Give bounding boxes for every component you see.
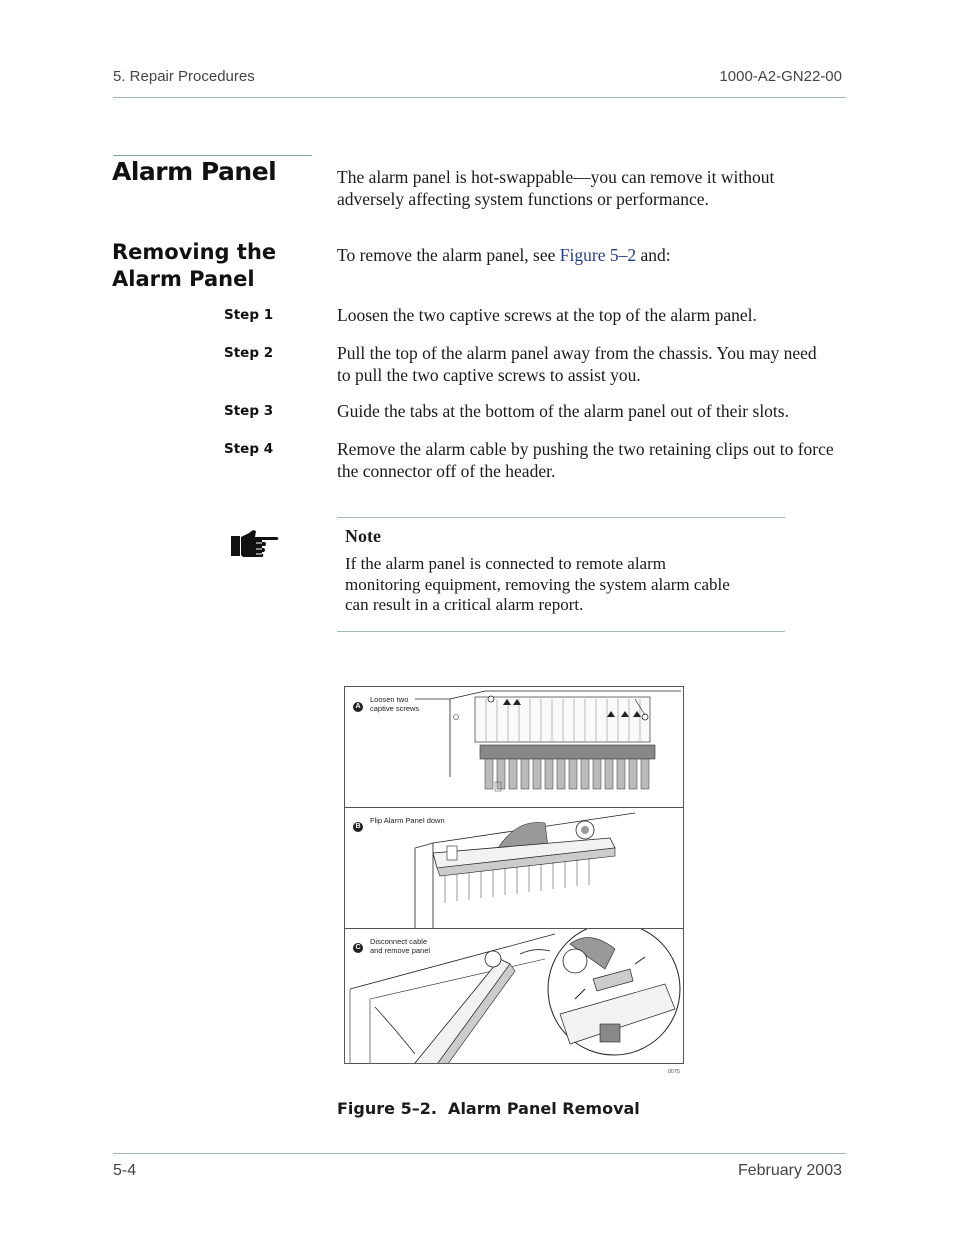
step-label: Step 1 — [224, 307, 274, 323]
note-bottom-rule — [337, 631, 785, 632]
chassis-illustration — [345, 687, 683, 807]
note-title: Note — [345, 526, 381, 546]
step-label: Step 2 — [224, 345, 274, 361]
flip-illustration — [345, 808, 683, 928]
step-text: Remove the alarm cable by pushing the two retaining clips out to force the connector off of the header. — [337, 439, 834, 481]
subsection-heading-line1: Removing the — [112, 240, 277, 264]
title-rule — [113, 155, 312, 156]
lead-text: To remove the alarm panel, see — [337, 245, 560, 265]
step-text: Guide the tabs at the bottom of the alarm panel out of their slots. — [337, 401, 789, 421]
panel-a — [345, 687, 683, 808]
badge-b: B — [353, 822, 363, 832]
header-rule — [113, 97, 846, 98]
figure-code: 0075 — [667, 1069, 680, 1075]
lead-paragraph — [337, 244, 671, 266]
subsection-heading-line2: Alarm Panel — [112, 267, 255, 291]
figure-link[interactable]: Figure 5–2 — [559, 245, 637, 265]
panel-b-text-line1: Flip Alarm Panel down — [370, 816, 445, 825]
badge-a: A — [353, 702, 363, 712]
footer-date: February 2003 — [737, 1162, 842, 1179]
panel-c-text-line1: Disconnect cable — [370, 937, 428, 946]
header-section: 5. Repair Procedures — [113, 68, 255, 85]
note-text: If the alarm panel is connected to remote alarm monitoring equipment, removing the system alarm cable can result in a critical alarm report. — [345, 554, 730, 614]
page-title: Alarm Panel — [112, 157, 277, 186]
intro-paragraph: The alarm panel is hot-swappable—you can remove it without adversely affecting system functions or performance. — [337, 167, 775, 209]
subsection-heading — [112, 239, 276, 293]
panel-c-text-line2: and remove panel — [370, 946, 431, 955]
note-top-rule — [337, 517, 785, 518]
panel-a-text-line2: captive screws — [370, 704, 420, 713]
lead-text-after: and: — [636, 245, 671, 265]
step-label: Step 3 — [224, 403, 274, 419]
step-text: Loosen the two captive screws at the top of the alarm panel. — [337, 305, 757, 325]
footer-rule — [113, 1153, 846, 1154]
disconnect-illustration — [345, 929, 683, 1063]
panel-a-text-line1: Loosen two — [370, 695, 409, 704]
panel-b — [345, 808, 683, 929]
step-text: Pull the top of the alarm panel away from the chassis. You may need to pull the two captive screws to assist you. — [337, 343, 817, 385]
pointing-hand-icon — [229, 528, 281, 560]
badge-c: C — [353, 943, 363, 953]
footer-page-number: 5-4 — [113, 1162, 137, 1179]
panel-c — [345, 929, 683, 1063]
figure-caption: Figure 5–2. Alarm Panel Removal — [337, 1099, 640, 1118]
figure-alarm-panel-removal — [344, 686, 684, 1075]
step-label: Step 4 — [224, 441, 274, 457]
header-doc-number: 1000-A2-GN22-00 — [719, 68, 842, 85]
